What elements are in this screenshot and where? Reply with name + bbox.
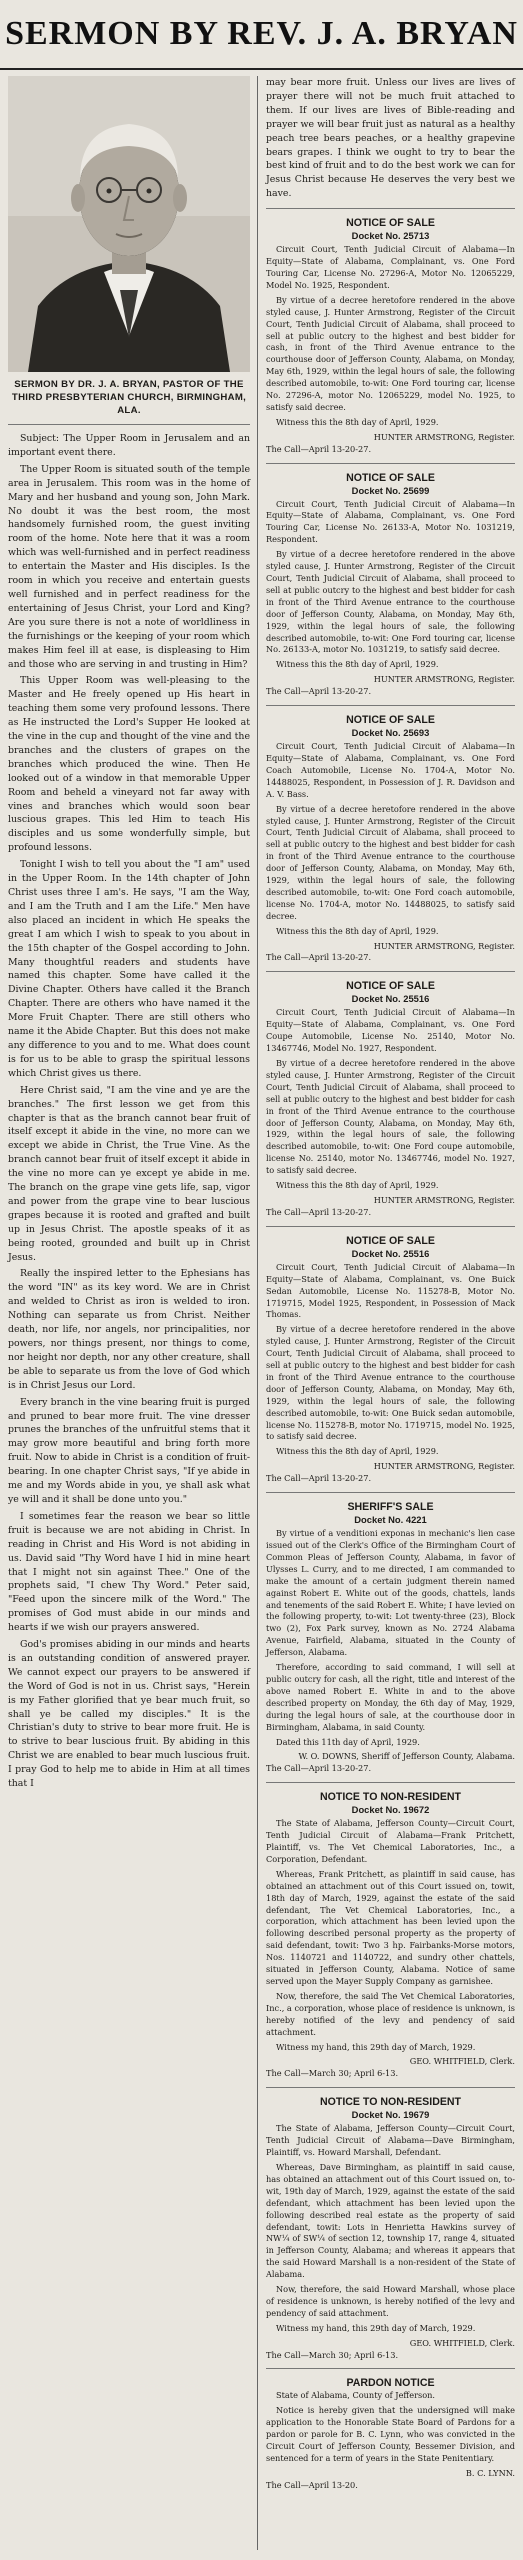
- legal-notice: [266, 216, 515, 463]
- sermon-continuation: may bear more fruit. Unless our lives are lives of prayer there will not be much fruit attached to them. If our lives are lives of Bible-reading and prayer we will bear fruit just as natural as a healthy peach tree bears peaches, or a healthy grapevine bears grapes. I think we ought to try to bear the best kind of fruit and to do the best work we can for Jesus Christ because He deserves the very best we have.: [266, 77, 515, 200]
- notice-paragraph: Witness this the 8th day of April, 1929.: [276, 1446, 439, 1457]
- legal-notices: [266, 216, 515, 2492]
- notice-paragraph: The State of Alabama, Jefferson County—Circuit Court, Tenth Judicial Circuit of Alabama—Frank Pritchett, Plaintiff, vs. The Vet Chemical Laboratories, Inc., a Corporation, Defendant.: [266, 1818, 515, 1864]
- notice-paragraph: Dated this 11th day of April, 1929.: [276, 1736, 420, 1747]
- notice-signature: HUNTER ARMSTRONG, Register.: [373, 674, 515, 685]
- notice-docket: Docket No. 25516: [351, 1247, 430, 1259]
- notice-title: NOTICE TO NON-RESIDENT: [319, 2096, 462, 2109]
- notice-paragraph: Witness my hand, this 29th day of March, 1929.: [276, 2041, 476, 2052]
- sermon-body: [8, 432, 250, 1791]
- notice-title: NOTICE OF SALE: [346, 471, 435, 484]
- sermon-paragraph: This Upper Room was well-pleasing to the Master and He freely opened up His heart in teaching them some very profound lessons. There as He instructed the Lord's Supper He looked at the vine in the cup and thought of the vine and the branches and the clusters of grapes on the branches which produced the wine. Then He looked out of a window in that memorable Upper Room and beheld a vineyard not far away with vines and branches which would soon bear luscious grapes. This led Him to teach His disciples and us some wonderfully simple, but profound lessons.: [8, 675, 250, 854]
- notice-paragraph: State of Alabama, County of Jefferson.: [276, 2390, 435, 2401]
- notice-paragraph: By virtue of a decree heretofore rendered in the above styled cause, J. Hunter Armstrong, Register of the Circuit Court, Tenth Judicial Circuit of Alabama, shall proceed to sell at public outcry to the highest and best bidder for cash in front of the Third Avenue entrance to the courthouse door of Jefferson County, Alabama, on Monday, May 6th, 1929, within the legal hours of sale, the following described automobile, to-wit: One Ford touring car, license No. 26133-A, motor No. 1031219, to satisfy said decree.: [266, 549, 515, 655]
- notice-paragraph: By virtue of a decree heretofore rendered in the above styled cause, J. Hunter Armstrong, Register of the Circuit Court, Tenth Judicial Circuit of Alabama, shall proceed to sell at public outcry to the highest and best bidder for cash, in front of the Third Avenue entrance to the courthouse door of Jefferson County, Alabama, on Monday, May 6th, 1929, within the legal hours of sale, the following described automobile, to-wit: One Ford touring car, license No. 27296-A, motor No. 12065229, model No. 1925, to satisfy said decree.: [266, 294, 515, 412]
- notice-paragraph: Witness this the 8th day of April, 1929.: [276, 925, 439, 936]
- notice-docket: Docket No. 25699: [351, 484, 430, 496]
- photo-caption: SERMON BY DR. J. A. BRYAN, PASTOR OF THE THIRD PRESBYTERIAN CHURCH, BIRMINGHAM, ALA.: [11, 379, 247, 416]
- notice-paragraph: Now, therefore, the said The Vet Chemical Laboratories, Inc., a corporation, whose place of residence is unknown, is hereby notified of the levy and pendency of said attachment.: [266, 1990, 515, 2037]
- notice-divider: [266, 705, 515, 706]
- notice-divider: [266, 463, 515, 464]
- notice-title: NOTICE OF SALE: [346, 714, 435, 727]
- notice-title: NOTICE OF SALE: [346, 217, 435, 230]
- notice-paragraph: Circuit Court, Tenth Judicial Circuit of Alabama—In Equity—State of Alabama, Complainant, vs. One Ford Touring Car, License No. 27296-A, Motor No. 12065229, Model No. 1925, Respondent.: [266, 244, 515, 290]
- notice-paragraph: Circuit Court, Tenth Judicial Circuit of Alabama—In Equity—State of Alabama, Complainant, vs. One Buick Sedan Automobile, License No. 115278-B, Motor No. 1719715, Model 1925, Respondent, in Possession of Mack Thomas.: [266, 1261, 515, 1320]
- notice-signature: HUNTER ARMSTRONG, Register.: [373, 1461, 515, 1472]
- notice-footer: The Call—April 13-20-27.: [266, 1473, 372, 1484]
- legal-notice: [266, 2095, 515, 2369]
- notice-paragraph: Notice is hereby given that the undersigned will make application to the Honorable State Board of Pardons for a pardon or parole for B. C. Lynn, who was convicted in the Circuit Court of Jefferson County, Bessemer Division, and sentenced for a term of years in the State Penitentiary.: [266, 2405, 515, 2463]
- section-rule: [266, 208, 515, 209]
- notice-docket: Docket No. 25693: [351, 727, 430, 739]
- headline: SERMON BY REV. J. A. BRYAN: [0, 0, 523, 70]
- notice-title: NOTICE OF SALE: [346, 1234, 435, 1247]
- notice-divider: [266, 971, 515, 972]
- notice-signature: GEO. WHITFIELD, Clerk.: [409, 2337, 515, 2348]
- notice-paragraph: Witness my hand, this 29th day of March, 1929.: [276, 2322, 476, 2333]
- notice-signature: B. C. LYNN.: [465, 2467, 515, 2478]
- notice-title: NOTICE TO NON-RESIDENT: [319, 1791, 462, 1804]
- notice-docket: Docket No. 19679: [351, 2109, 430, 2121]
- notice-paragraph: Circuit Court, Tenth Judicial Circuit of Alabama—In Equity—State of Alabama, Complainant, vs. One Ford Coach Automobile, License No. 1704-A, Motor No. 14488025, Respondent, in Possession of J. R. Davidson and A. V. Bass.: [266, 741, 515, 799]
- notice-signature: HUNTER ARMSTRONG, Register.: [373, 1194, 515, 1205]
- notice-footer: The Call—March 30; April 6-13.: [266, 2349, 399, 2360]
- notice-footer: The Call—April 13-20-27.: [266, 1763, 372, 1774]
- notice-footer: The Call—April 13-20-27.: [266, 686, 372, 697]
- notice-paragraph: Whereas, Frank Pritchett, as plaintiff in said cause, has obtained an attachment out of this Court issued on, towit, 18th day of March, 1929, against the estate of the said defendant, The Vet Chemical Laboratories, Inc., a corporation, which attachment has been levied upon the following described personal property as the property of said defendant, towit: Two 3 hp. Fairbanks-Morse motors, Nos. 1140721 and 1140722, and sundry other chattels, situated in Jefferson County, Alabama. Notice of same served upon the Mayer Supply Company as garnishee.: [266, 1868, 515, 1986]
- sermon-paragraph: Subject: The Upper Room in Jerusalem and an important event there.: [8, 433, 250, 458]
- sermon-paragraph: God's promises abiding in our minds and hearts is an outstanding condition of answered prayer. We cannot expect our prayers to be answered if the Word of God is not in us. Christ says, "Herein is my Father glorified that ye bear much fruit, so shall ye be called my disciples." It is the Christian's duty to strive to bear more fruit. He is to strive to bear luscious fruit. By abiding in this Christ we are enabled to bear much luscious fruit. I pray God to help me to abide in Him at all times that I: [8, 1639, 250, 1790]
- notice-footer: The Call—April 13-20.: [266, 2479, 358, 2490]
- notice-signature: HUNTER ARMSTRONG, Register.: [373, 940, 515, 951]
- notice-title: SHERIFF'S SALE: [347, 1501, 434, 1514]
- pastor-portrait-photo: [8, 76, 250, 372]
- sermon-paragraph: I sometimes fear the reason we bear so little fruit is because we are not abiding in Christ. In reading in Christ and His Word is not abiding in us. David said "Thy Word have I hid in mine heart that I might not sin against Thee." One of the prophets said, "I chew Thy Word." Peter said, "Feed upon the sincere milk of the Word." The promises of God must abide in our minds and hearts if we wish our prayers answered.: [8, 1510, 250, 1634]
- notice-paragraph: Circuit Court, Tenth Judicial Circuit of Alabama—In Equity—State of Alabama, Complainant, vs. One Ford Touring Car, License No. 26133-A, Motor No. 1031219, Respondent.: [266, 498, 515, 545]
- legal-notice: [266, 979, 515, 1226]
- notice-signature: W. O. DOWNS, Sheriff of Jefferson County, Alabama.: [298, 1751, 515, 1762]
- notice-footer: The Call—April 13-20-27.: [266, 1206, 372, 1217]
- notice-signature: HUNTER ARMSTRONG, Register.: [373, 431, 515, 442]
- sermon-paragraph: Tonight I wish to tell you about the "I am" used in the Upper Room. In the 14th chapter of John Christ uses three I am's. He says, "I am the Way, and I am the Truth and I am the Life." Men have also placed an incident in which He speaks the great I am which I wish to speak to you about in the 15th chapter of the Gospel according to John. Many thoughtful readers and students have named this chapter. Some have called it the Divine Chapter. Others have called it the Branch Chapter. There are others who have named it the More Fruit Chapter. There are still others who name it the Abide Chapter. But this does not make any difference to you and to me. What does count is for us to be able to grasp the spiritual lessons which Christ gives us there.: [8, 859, 250, 1079]
- notice-divider: [266, 2087, 515, 2088]
- notice-paragraph: Witness this the 8th day of April, 1929.: [276, 659, 439, 670]
- sermon-paragraph: The Upper Room is situated south of the temple area in Jerusalem. This room was in the home of Mary and her husband and young son, John Mark. No doubt it was the best room, the most handsomely furnished room, the guest inviting room of the home. Note here that it was a room which was well-furnished and in perfect readiness to entertain the Master and His disciples. Is the room in which you receive and entertain guests well furnished and in perfect readiness for the entertaining of Jesus Christ, your Lord and King? Are you sure there is not a note of worldliness in the furnishings or the keeping of your room which makes Him feel ill at ease, is displeasing to Him and those who are serving in and trusting in Him?: [8, 463, 250, 670]
- legal-notice: [266, 2376, 515, 2491]
- notice-divider: [266, 1226, 515, 1227]
- sermon-column: [8, 76, 250, 1794]
- sermon-paragraph: Every branch in the vine bearing fruit is purged and pruned to bear more fruit. The vine dresser prunes the branches of the unfruitful stems that it may grow more beautiful and bring forth more fruit. Now to abide in Christ is a condition of fruit-bearing. In one chapter Christ says, "If ye abide in me and my Words abide in you, ye shall ask what ye will and it shall be done unto you.": [8, 1396, 250, 1505]
- notice-paragraph: Witness this the 8th day of April, 1929.: [276, 1180, 439, 1191]
- notice-divider: [266, 1782, 515, 1783]
- notice-docket: Docket No. 19672: [351, 1804, 430, 1816]
- notice-paragraph: By virtue of a decree heretofore rendered in the above styled cause, J. Hunter Armstrong, Register of the Circuit Court, Tenth Judicial Circuit of Alabama, shall proceed to sell at public outcry to the highest and best bidder for cash in front of the Third Avenue entrance to the courthouse door of Jefferson County, Alabama, on Monday, May 6th, 1929, within the legal hours of sale, the following described automobile, to-wit: One Ford coach automobile, license No. 1704-A, motor No. 14488025, to satisfy said decree.: [266, 803, 515, 921]
- notice-docket: Docket No. 25516: [351, 993, 430, 1005]
- sermon-paragraph: Really the inspired letter to the Ephesians has the word "IN" as its key word. We are in Christ and welded to Christ as iron is welded to iron. Nothing can separate us from Christ. Neither death, nor life, nor angels, nor principalities, nor powers, nor things present, nor things to come, nor height nor depth, nor any other creature, shall be able to separate us from the love of God which is in Christ Jesus our Lord.: [8, 1268, 250, 1391]
- notice-title: PARDON NOTICE: [346, 2377, 435, 2390]
- portrait-illustration: [8, 76, 250, 372]
- notice-docket: Docket No. 4221: [354, 1514, 427, 1526]
- notice-signature: GEO. WHITFIELD, Clerk.: [409, 2056, 515, 2067]
- notice-docket: Docket No. 25713: [351, 230, 430, 242]
- column-divider: [257, 76, 258, 2550]
- notice-paragraph: Therefore, according to said command, I will sell at public outcry for cash, all the right, title and interest of the above named Robert E. White in and to the above described property on Monday, the 6th day of May, 1929, during the legal hours of sale, at the courthouse door in Birmingham, Alabama, in said County.: [266, 1662, 515, 1732]
- notice-paragraph: Whereas, Dave Birmingham, as plaintiff in said cause, has obtained an attachment out of this Court issued on, to-wit, 19th day of March, 1929, against the estate of the said defendant, which attachment has been levied upon the following described real estate as the property of said defendant, towit: Lots in Henrietta Hawkins survey of NW¼ of SW¼ of section 12, township 17, range 4, situated in Jefferson County, Alabama; and whereas it appears that the said Howard Marshall is a non-resident of the State of Alabama.: [266, 2161, 515, 2280]
- notice-divider: [266, 2368, 515, 2369]
- notice-paragraph: Now, therefore, the said Howard Marshall, whose place of residence is unknown, is hereby notified of the levy and pendency of said attachment.: [266, 2284, 515, 2318]
- notice-footer: The Call—March 30; April 6-13.: [266, 2068, 399, 2079]
- notice-divider: [266, 1492, 515, 1493]
- notice-paragraph: By virtue of a venditioni exponas in mechanic's lien case issued out of the Clerk's Office of the Birmingham Court of Common Pleas of Jefferson County, Alabama, in favor of Ulysses L. Curry, and to me directed, I am commanded to make the amount of a certain judgment therein named against Robert E. White out of the goods, chattels, lands and tenements of the said Robert E. White; I have levied on the following property, to-wit: Lot twenty-three (23), Block two (2), Fox Park survey, known as No. 2724 Alabama Avenue, Fairfield, Alabama, situated in the County of Jefferson, Alabama.: [266, 1528, 515, 1658]
- sermon-paragraph: Here Christ said, "I am the vine and ye are the branches." The first lesson we get from this chapter is that as the branch cannot bear fruit of itself except it abide in the vine, no more can we except we abide in Christ, the True Vine. As the branch cannot bear fruit of itself except it abide in the vine no more can ye except ye abide in me. The branch on the grape vine gets life, sap, vigor and power from the grape vine to bear luscious grapes because it is rooted and grafted and built up in Jesus Christ. The apostle speaks of it as being rooted, grounded and built up in Christ Jesus.: [8, 1084, 250, 1263]
- legal-notice: [266, 1500, 515, 1783]
- notice-paragraph: The State of Alabama, Jefferson County—Circuit Court, Tenth Judicial Circuit of Alabama—Dave Birmingham, Plaintiff, vs. Howard Marshall, Defendant.: [266, 2123, 515, 2158]
- legal-notice: [266, 471, 515, 707]
- notice-footer: The Call—April 13-20-27.: [266, 443, 372, 454]
- caption-rule: [8, 424, 250, 425]
- notice-paragraph: Witness this the 8th day of April, 1929.: [276, 416, 439, 427]
- notice-paragraph: Circuit Court, Tenth Judicial Circuit of Alabama—In Equity—State of Alabama, Complainant, vs. One Ford Coupe Automobile, License No. 25140, Motor No. 13467746, Model No. 1927, Respondent.: [266, 1007, 515, 1054]
- notice-paragraph: By virtue of a decree heretofore rendered in the above styled cause, J. Hunter Armstrong, Register of the Circuit Court, Tenth Judicial Circuit of Alabama, shall proceed to sell at public outcry to the highest and best bidder for cash in front of the Third Avenue entrance to the courthouse door of Jefferson County, Alabama, on Monday, May 6th, 1929, within the legal hours of sale, the following described automobile, to-wit: One Buick sedan automobile, license No. 115278-B, motor No. 1719715, model No. 1925, to satisfy said decree.: [266, 1324, 515, 1442]
- notice-title: NOTICE OF SALE: [346, 980, 435, 993]
- legal-notice: [266, 713, 515, 972]
- notice-footer: The Call—April 13-20-27.: [266, 952, 372, 963]
- legal-notice: [266, 1234, 515, 1493]
- legal-notice: [266, 1790, 515, 2088]
- notices-column: [266, 76, 515, 2492]
- notice-paragraph: By virtue of a decree heretofore rendered in the above styled cause, J. Hunter Armstrong, Register of the Circuit Court, Tenth Judicial Circuit of Alabama, shall proceed to sell at public outcry to the highest and best bidder for cash in front of the Third Avenue entrance to the courthouse door of Jefferson County, Alabama, on Monday, May 6th, 1929, within the legal hours of sale, the following described automobile, to-wit: One Ford coupe automobile, license No. 25140, motor No. 13467746, model No. 1927, to satisfy said decree.: [266, 1058, 515, 1176]
